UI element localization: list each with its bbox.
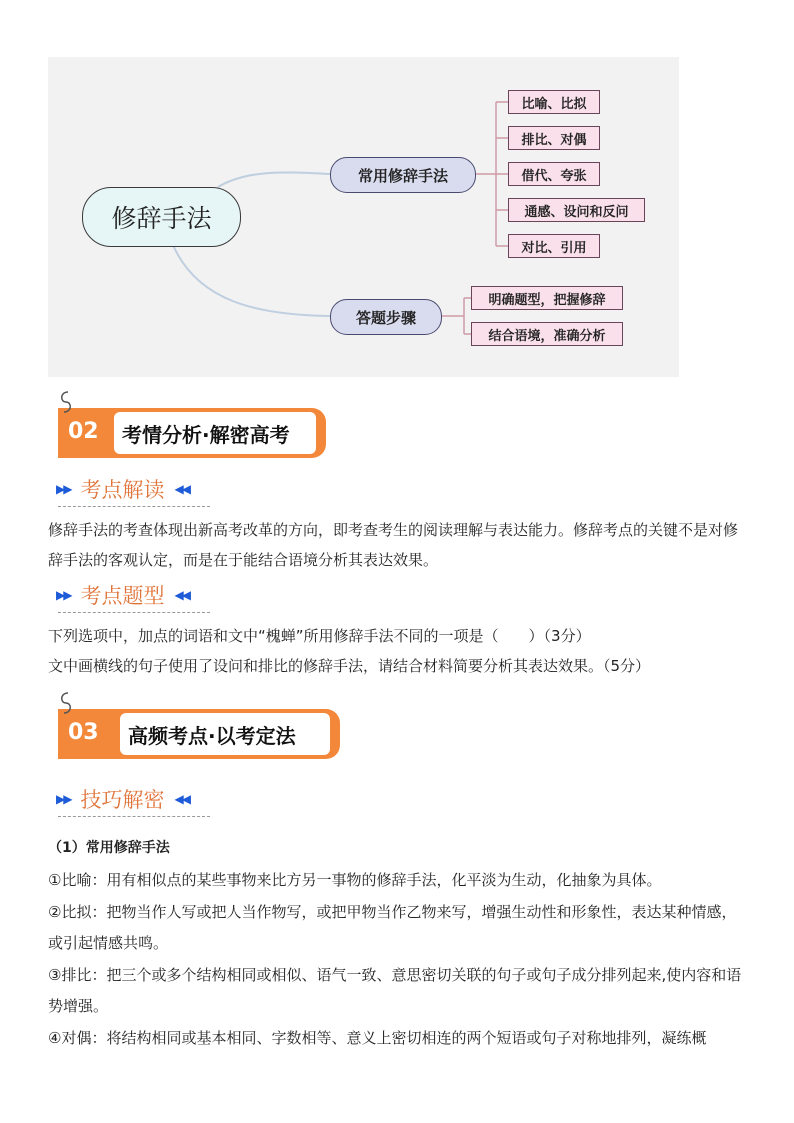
subheading-label: 考点解读 bbox=[80, 478, 165, 502]
dashed-divider bbox=[58, 612, 210, 613]
subheading-label: 考点题型 bbox=[80, 584, 165, 608]
technique-item: ③排比：把三个或多个结构相同或相似、语气一致、意思密切关联的句子或句子成分排列起来,使内容和语势增强。 bbox=[48, 966, 742, 1015]
technique-item: ①比喻：用有相似点的某些事物来比方另一事物的修辞手法，化平淡为生动，化抽象为具体。 bbox=[48, 871, 662, 889]
mindmap-leaf: 排比、对偶 bbox=[508, 126, 600, 150]
paperclip-icon bbox=[56, 689, 76, 723]
section-title: 高频考点·以考定法 bbox=[120, 713, 330, 755]
section-number: 02 bbox=[68, 419, 99, 444]
mindmap-root: 修辞手法 bbox=[82, 187, 241, 247]
double-arrow-right-icon: ▶▶ bbox=[56, 588, 71, 602]
mindmap-leaf: 借代、夸张 bbox=[508, 162, 600, 186]
question-type-2: 文中画横线的句子使用了设问和排比的修辞手法，请结合材料简要分析其表达效果。（5分） bbox=[48, 657, 651, 675]
double-arrow-right-icon: ▶▶ bbox=[56, 792, 71, 806]
subheading-kaodiantixing bbox=[56, 580, 189, 610]
section-title: 考情分析·解密高考 bbox=[114, 412, 316, 454]
paragraph-jiedu: 修辞手法的考查体现出新高考改革的方向，即考查考生的阅读理解与表达能力。修辞考点的关键不是对修辞手法的客观认定，而是在于能结合语境分析其表达效果。 bbox=[48, 521, 739, 569]
mindmap-branch-steps: 答题步骤 bbox=[330, 299, 442, 335]
mindmap-leaf: 明确题型，把握修辞 bbox=[471, 286, 623, 310]
mindmap-branch-rhetoric: 常用修辞手法 bbox=[330, 157, 476, 193]
double-arrow-right-icon: ▶▶ bbox=[56, 482, 71, 496]
double-arrow-left-icon: ◀◀ bbox=[174, 588, 189, 602]
mindmap-leaf: 通感、设问和反问 bbox=[508, 198, 645, 222]
subheading-jiqiao bbox=[56, 784, 189, 814]
section-banner-03 bbox=[58, 703, 343, 763]
mindmap-leaf: 结合语境，准确分析 bbox=[471, 322, 623, 346]
double-arrow-left-icon: ◀◀ bbox=[174, 482, 189, 496]
dashed-divider bbox=[58, 816, 210, 817]
dashed-divider bbox=[58, 506, 210, 507]
subheading-kaodianjiedu bbox=[56, 474, 189, 504]
double-arrow-left-icon: ◀◀ bbox=[174, 792, 189, 806]
paperclip-icon bbox=[56, 388, 76, 422]
technique-item: ②比拟：把物当作人写或把人当作物写，或把甲物当作乙物来写，增强生动性和形象性，表达某种情感，或引起情感共鸣。 bbox=[48, 903, 737, 952]
subheading-label: 技巧解密 bbox=[80, 788, 165, 812]
mind-map bbox=[48, 57, 679, 377]
technique-item: ④对偶：将结构相同或基本相同、字数相等、意义上密切相连的两个短语或句子对称地排列，凝练概 bbox=[48, 1029, 707, 1047]
section-banner-02 bbox=[58, 402, 328, 462]
mindmap-leaf: 对比、引用 bbox=[508, 234, 600, 258]
section-number: 03 bbox=[68, 720, 99, 745]
mindmap-leaf: 比喻、比拟 bbox=[508, 90, 600, 114]
jiqiao-heading: （1）常用修辞手法 bbox=[48, 840, 170, 856]
question-type-1: 下列选项中，加点的词语和文中“槐蝉”所用修辞手法不同的一项是（ ）（3分） bbox=[48, 627, 591, 645]
